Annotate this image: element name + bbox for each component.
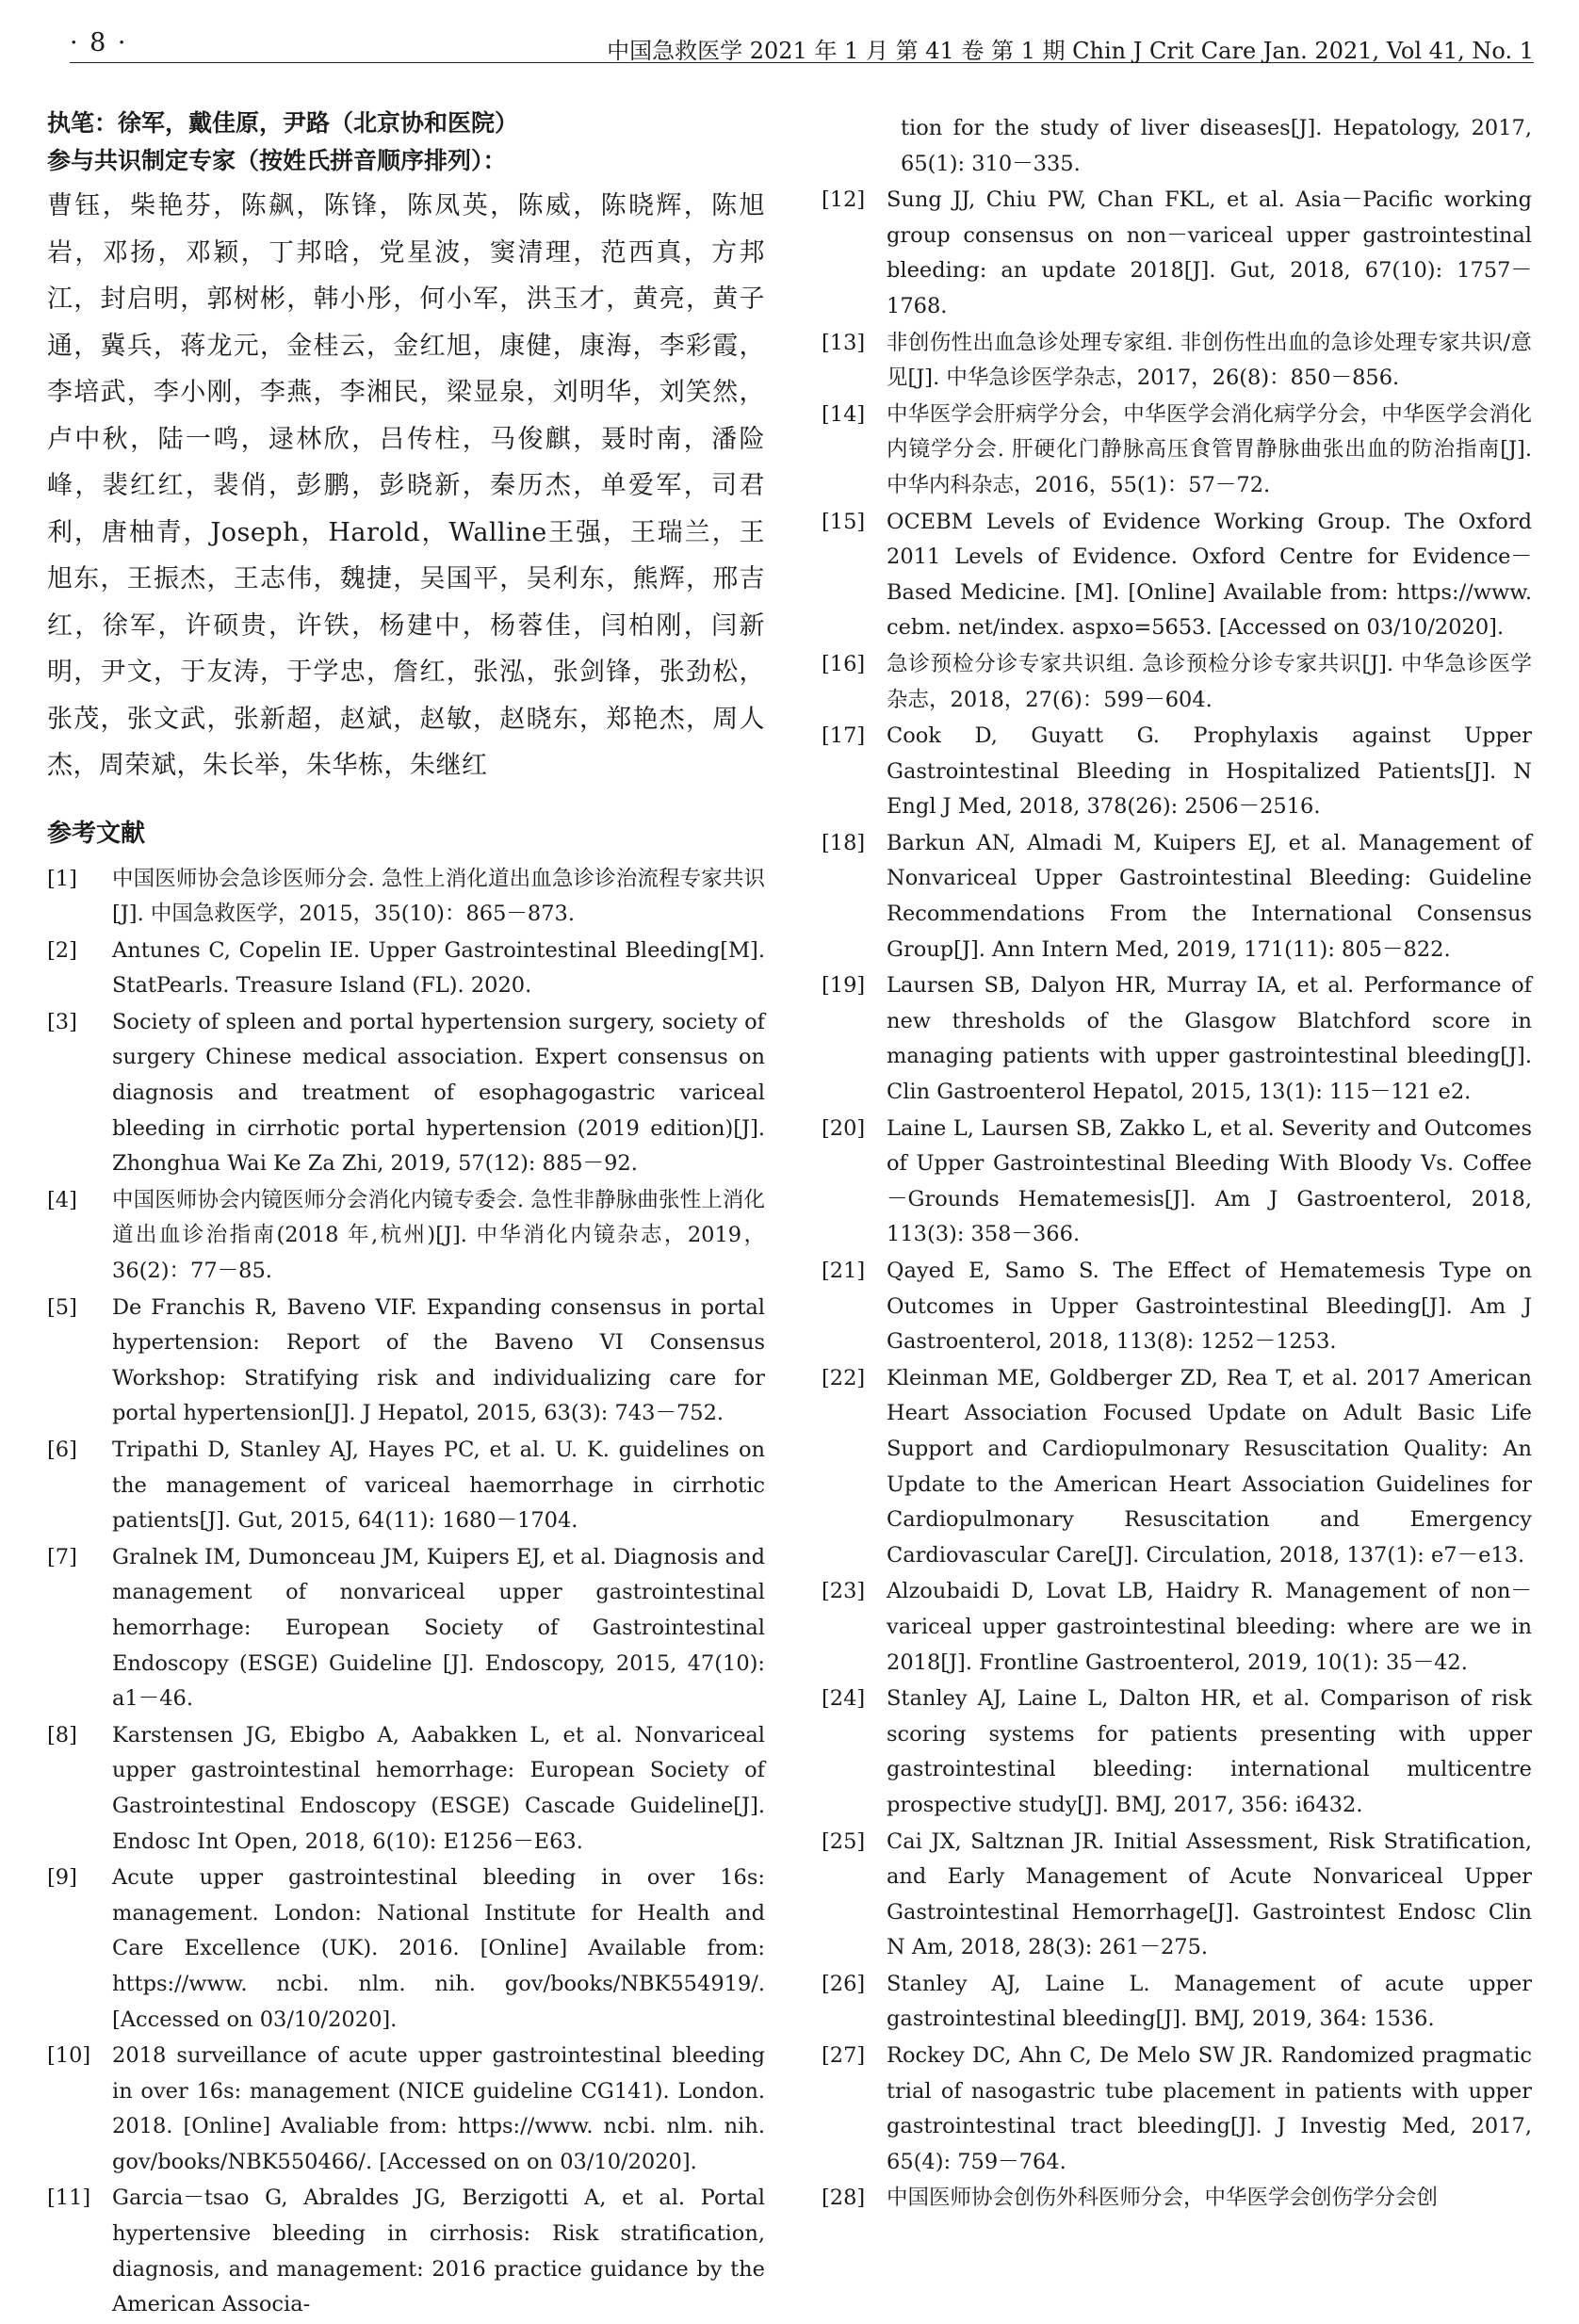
reference-text: Tripathi D, Stanley AJ, Hayes PC, et al. U. K. guidelines on the management of variceal haemorrhage in cirrhotic patients[J]. Gut, 2015, 64(11): 1680－1704.	[112, 1438, 765, 1534]
reference-number: [3]	[47, 1009, 77, 1034]
reference-item	[822, 826, 1532, 967]
reference-item	[47, 1861, 765, 2038]
left-column	[47, 106, 765, 2324]
reference-item	[822, 719, 1532, 825]
reference-number: [13]	[822, 330, 866, 355]
reference-number: [16]	[822, 651, 866, 676]
reference-number: [24]	[822, 1686, 866, 1712]
reference-item	[47, 1005, 765, 1182]
reference-text: OCEBM Levels of Evidence Working Group. The Oxford 2011 Levels of Evidence. Oxford Centre for Evidence－Based Medicine. [M]. [Online] Available from: https://www. cebm. net/index. aspxo=5653. [Accessed on 03/10/2020].	[887, 509, 1532, 641]
reference-text: Laursen SB, Dalyon HR, Murray IA, et al. Performance of new thresholds of the Glasgow Blatchford score in managing patients with upper gastrointestinal bleeding[J]. Clin Gastroenterol Hepatol, 2015, 13(1): 115－121 e2.	[887, 973, 1532, 1105]
reference-item	[822, 398, 1532, 504]
reference-item	[47, 1718, 765, 1860]
reference-number: [19]	[822, 973, 866, 999]
reference-text: 中国医师协会创伤外科医师分会，中华医学会创伤学分会创	[887, 2186, 1439, 2211]
reference-item	[47, 1540, 765, 1717]
reference-number: [17]	[822, 723, 866, 749]
reference-text: Antunes C, Copelin IE. Upper Gastrointestinal Bleeding[M]. StatPearls. Treasure Island (FL). 2020.	[112, 937, 765, 999]
reference-text: Kleinman ME, Goldberger ZD, Rea T, et al. 2017 American Heart Association Focused Update on Adult Basic Life Support and Cardiopulmonary Resuscitation Quality: An Update to the American Heart Association Guidelines for Cardiopulmonary Resuscitation and Emergency Cardiovascular Care[J]. Circulation, 2018, 137(1): e7－e13.	[887, 1365, 1532, 1568]
reference-number: [27]	[822, 2043, 866, 2069]
reference-text: Society of spleen and portal hypertension surgery, society of surgery Chinese medical association. Expert consensus on diagnosis and treatment of esophagogastric variceal bleeding in cirrhotic portal hypertension (2019 edition)[J]. Zhonghua Wai Ke Za Zhi, 2019, 57(12): 885－92.	[112, 1009, 765, 1177]
references-title: 参考文献	[47, 819, 146, 848]
references-left-list	[47, 862, 765, 2323]
reference-text: Sung JJ, Chiu PW, Chan FKL, et al. Asia－Pacific working group consensus on non－variceal upper gastrointestinal bleeding: an update 2018[J]. Gut, 2018, 67(10): 1757－1768.	[887, 187, 1532, 318]
reference-number: [12]	[822, 187, 866, 213]
reference-number: [28]	[822, 2186, 866, 2211]
reference-text: 2018 surveillance of acute upper gastrointestinal bleeding in over 16s: management (NICE guideline CG141). London. 2018. [Online] Avaliable from: https://www. ncbi. nlm. nih. gov/books/NBK550466/. [Accessed on on 03/10/2020].	[112, 2043, 765, 2174]
reference-item	[822, 2181, 1532, 2217]
reference-number: [8]	[47, 1722, 77, 1747]
reference-item	[822, 1361, 1532, 1574]
reference-item	[822, 1254, 1532, 1360]
reference-text: 中国医师协会急诊医师分会. 急性上消化道出血急诊诊治流程专家共识[J]. 中国急救医学，2015，35(10)：865－873.	[112, 866, 765, 927]
reference-text: Rockey DC, Ahn C, De Melo SW JR. Randomized pragmatic trial of nasogastric tube placement in patients with upper gastrointestinal tract bleeding[J]. J Investig Med, 2017, 65(4): 759－764.	[887, 2043, 1532, 2174]
reference-item	[47, 1433, 765, 1539]
reference-item	[47, 2181, 765, 2322]
experts-heading: 参与共识制定专家（按姓氏拼音顺序排列）：	[47, 147, 507, 174]
reference-item	[47, 862, 765, 933]
right-column	[822, 111, 1532, 2218]
reference-text: Acute upper gastrointestinal bleeding in over 16s: management. London: National Institute for Health and Care Excellence (UK). 2016. [Online] Available from: https://www. ncbi. nlm. nih. gov/books/NBK554919/. [Accessed on 03/10/2020].	[112, 1865, 765, 2032]
reference-item	[822, 2039, 1532, 2180]
reference-item	[822, 326, 1532, 397]
reference-number: [21]	[822, 1259, 866, 1283]
reference-number: [22]	[822, 1365, 866, 1390]
reference-number: [20]	[822, 1115, 866, 1141]
reference-number: [23]	[822, 1579, 866, 1604]
reference-text: Cook D, Guyatt G. Prophylaxis against Upper Gastrointestinal Bleeding in Hospitalized Patients[J]. N Engl J Med, 2018, 378(26): 2506－2516.	[887, 723, 1532, 820]
reference-number: [9]	[47, 1865, 77, 1891]
reference-number: [5]	[47, 1294, 77, 1320]
reference-text: Barkun AN, Almadi M, Kuipers EJ, et al. Management of Nonvariceal Upper Gastrointestinal Bleeding: Guideline Recommendations From the International Consensus Group[J]. Ann Intern Med, 2019, 171(11): 805－822.	[887, 830, 1532, 962]
reference-item	[822, 1682, 1532, 1823]
running-head: 中国急救医学 2021 年 1 月 第 41 卷 第 1 期 Chin J Crit Care Jan. 2021, Vol 41, No. 1	[607, 38, 1534, 64]
reference-continuation: tion for the study of liver diseases[J]. Hepatology, 2017, 65(1): 310－335.	[901, 116, 1532, 176]
reference-text: Stanley AJ, Laine L. Management of acute upper gastrointestinal bleeding[J]. BMJ, 2019, 364: 1536.	[887, 1971, 1532, 2032]
reference-item	[822, 505, 1532, 646]
references-right-list	[822, 183, 1532, 2217]
reference-number: [15]	[822, 509, 866, 534]
reference-number: [4]	[47, 1187, 77, 1212]
reference-number: [7]	[47, 1544, 77, 1569]
reference-number: [1]	[47, 866, 77, 891]
reference-text: De Franchis R, Baveno VIF. Expanding consensus in portal hypertension: Report of the Baveno VI Consensus Workshop: Stratifying risk and individualizing care for portal hypertension[J]. J Hepatol, 2015, 63(3): 743－752.	[112, 1294, 765, 1426]
reference-item	[822, 1574, 1532, 1681]
page-header	[70, 28, 1534, 63]
reference-item	[822, 1825, 1532, 1966]
reference-text: 非创伤性出血急诊处理专家组. 非创伤性出血的急诊处理专家共识/意见[J]. 中华急诊医学杂志，2017，26(8)：850－856.	[887, 330, 1532, 391]
reference-text: 急诊预检分诊专家共识组. 急诊预检分诊专家共识[J]. 中华急诊医学杂志，2018，27(6)：599－604.	[887, 651, 1532, 712]
reference-item	[47, 2039, 765, 2180]
reference-text: Cai JX, Saltznan JR. Initial Assessment, Risk Stratification, and Early Management of Acute Nonvariceal Upper Gastrointestinal Hemorrhage[J]. Gastrointest Endosc Clin N Am, 2018, 28(3): 261－275.	[887, 1828, 1532, 1960]
reference-item	[47, 1291, 765, 1432]
reference-number: [25]	[822, 1828, 866, 1854]
reference-text: Stanley AJ, Laine L, Dalton HR, et al. Comparison of risk scoring systems for patients presenting with upper gastrointestinal bleeding: international multicentre prospective study[J]. BMJ, 2017, 356: i6432.	[887, 1686, 1532, 1817]
reference-number: [6]	[47, 1438, 77, 1462]
reference-number: [10]	[47, 2043, 91, 2069]
writers-line: 执笔：徐军，戴佳原，尹路（北京协和医院）	[47, 109, 519, 137]
reference-number: [2]	[47, 937, 77, 963]
reference-text: Alzoubaidi D, Lovat LB, Haidry R. Management of non－variceal upper gastrointestinal bleeding: where are we in 2018[J]. Frontline Gastroenterol, 2019, 10(1): 35－42.	[887, 1579, 1532, 1675]
reference-item	[822, 1967, 1532, 2038]
reference-number: [14]	[822, 401, 866, 427]
reference-text: Karstensen JG, Ebigbo A, Aabakken L, et al. Nonvariceal upper gastrointestinal hemorrhage: European Society of Gastrointestinal Endoscopy (ESGE) Cascade Guideline[J]. Endosc Int Open, 2018, 6(10): E1256－E63.	[112, 1722, 765, 1854]
reference-text: 中华医学会肝病学分会，中华医学会消化病学分会，中华医学会消化内镜学分会. 肝硬化门静脉高压食管胃静脉曲张出血的防治指南[J]. 中华内科杂志，2016，55(1)：57－72.	[887, 401, 1532, 497]
page-number: · 8 ·	[70, 28, 128, 57]
reference-text: Laine L, Laursen SB, Zakko L, et al. Severity and Outcomes of Upper Gastrointestinal Bleeding With Bloody Vs. Coffee－Grounds Hematemesis[J]. Am J Gastroenterol, 2018, 113(3): 358－366.	[887, 1115, 1532, 1247]
reference-item	[822, 183, 1532, 324]
reference-text: Garcia－tsao G, Abraldes JG, Berzigotti A, et al. Portal hypertensive bleeding in cirrhosis: Risk stratification, diagnosis, and management: 2016 practice guidance by the American Associa-	[112, 2186, 765, 2317]
reference-item	[822, 1112, 1532, 1253]
reference-item	[822, 647, 1532, 718]
reference-item	[47, 1183, 765, 1290]
reference-number: [11]	[47, 2186, 91, 2211]
reference-text: Gralnek IM, Dumonceau JM, Kuipers EJ, et al. Diagnosis and management of nonvariceal upper gastrointestinal hemorrhage: European Society of Gastrointestinal Endoscopy (ESGE) Guideline [J]. Endoscopy, 2015, 47(10): a1－46.	[112, 1544, 765, 1712]
reference-number: [26]	[822, 1971, 866, 1996]
reference-text: Qayed E, Samo S. The Effect of Hematemesis Type on Outcomes in Upper Gastrointestinal Bleeding[J]. Am J Gastroenterol, 2018, 113(8): 1252－1253.	[887, 1259, 1532, 1355]
experts-list: 曹钰，柴艳芬，陈飙，陈锋，陈凤英，陈威，陈晓辉，陈旭岩，邓扬，邓颖，丁邦晗，党星波，窦清理，范西真，方邦江，封启明，郭树彬，韩小彤，何小军，洪玉才，黄亮，黄子通，冀兵，蒋龙元，金桂云，金红旭，康健，康海，李彩霞，李培武，李小刚，李燕，李湘民，梁显泉，刘明华，刘笑然，卢中秋，陆一鸣，逯林欣，吕传柱，马俊麒，聂时南，潘险峰，裴红红，裴俏，彭鹏，彭晓新，秦历杰，单爱军，司君利，唐柚青，Joseph，Harold，Walline王强，王瑞兰，王旭东，王振杰，王志伟，魏捷，吴国平，吴利东，熊辉，邢吉红，徐军，许硕贵，许铁，杨建中，杨蓉佳，闫柏刚，闫新明，尹文，于友涛，于学忠，詹红，张泓，张剑锋，张劲松，张茂，张文武，张新超，赵斌，赵敏，赵晓东，郑艳杰，周人杰，周荣斌，朱长举，朱华栋，朱继红	[47, 191, 765, 780]
reference-number: [18]	[822, 830, 866, 855]
reference-item	[47, 934, 765, 1004]
reference-item	[822, 968, 1532, 1110]
reference-text: 中国医师协会内镜医师分会消化内镜专委会. 急性非静脉曲张性上消化道出血诊治指南(2018 年,杭州)[J]. 中华消化内镜杂志，2019，36(2)：77－85.	[112, 1187, 765, 1284]
